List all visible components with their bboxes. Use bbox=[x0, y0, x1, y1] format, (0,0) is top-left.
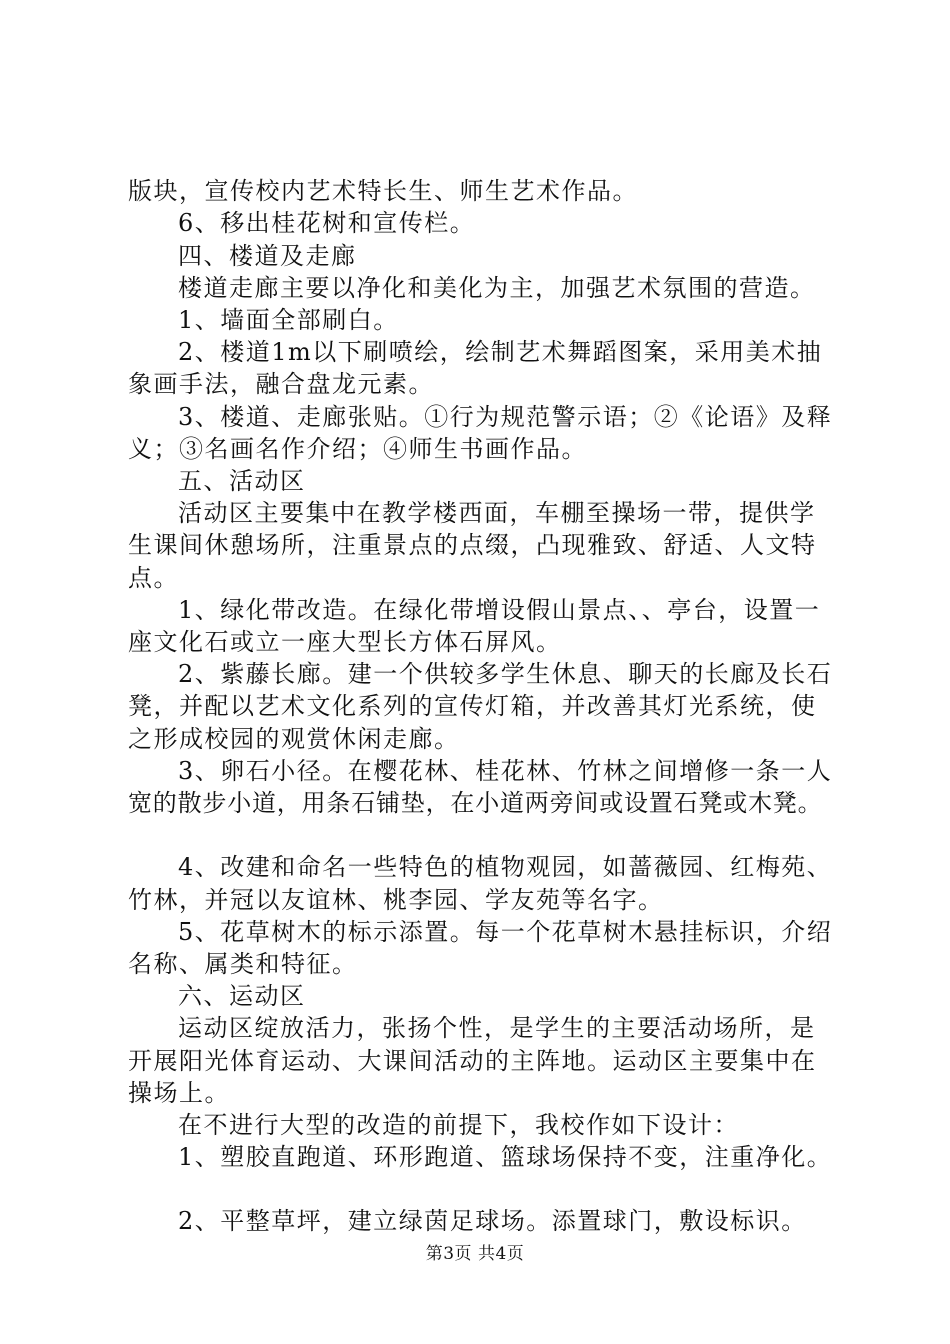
text-line: 运动区绽放活力，张扬个性，是学生的主要活动场所，是 bbox=[178, 1014, 816, 1042]
text-line: 凳，并配以艺术文化系列的宣传灯箱，并改善其灯光系统，使 bbox=[128, 692, 817, 720]
text-line: 1、墙面全部刷白。 bbox=[178, 306, 399, 334]
text-line: 1、绿化带改造。在绿化带增设假山景点、、亭台，设置一 bbox=[178, 596, 821, 624]
text-line: 之形成校园的观赏休闲走廊。 bbox=[128, 725, 460, 753]
text-line: 活动区主要集中在教学楼西面，车棚至操场一带，提供学 bbox=[178, 499, 816, 527]
section-heading: 五、活动区 bbox=[178, 467, 306, 495]
text-line: 竹林，并冠以友谊林、桃李园、学友苑等名字。 bbox=[128, 886, 664, 914]
text-line: 操场上。 bbox=[128, 1079, 230, 1107]
text-line: 点。 bbox=[128, 564, 179, 592]
text-line: 在不进行大型的改造的前提下，我校作如下设计： bbox=[178, 1111, 739, 1139]
text-line: 2、楼道1m以下刷喷绘，绘制艺术舞蹈图案，采用美术抽 bbox=[178, 338, 823, 366]
text-line: 名称、属类和特征。 bbox=[128, 950, 358, 978]
section-heading: 四、楼道及走廊 bbox=[178, 242, 357, 270]
text-line: 宽的散步小道，用条石铺垫，在小道两旁间或设置石凳或木凳。 bbox=[128, 789, 823, 817]
text-line: 义；③名画名作介绍；④师生书画作品。 bbox=[128, 435, 587, 463]
text-line: 2、平整草坪，建立绿茵足球场。添置球门，敷设标识。 bbox=[178, 1207, 807, 1235]
text-line: 3、楼道、走廊张贴。①行为规范警示语；②《论语》及释 bbox=[178, 403, 833, 431]
text-line: 开展阳光体育运动、大课间活动的主阵地。运动区主要集中在 bbox=[128, 1047, 817, 1075]
text-line: 2、紫藤长廊。建一个供较多学生休息、聊天的长廊及长石 bbox=[178, 660, 833, 688]
text-line: 1、塑胶直跑道、环形跑道、篮球场保持不变，注重净化。 bbox=[178, 1143, 833, 1171]
text-line: 象画手法，融合盘龙元素。 bbox=[128, 370, 434, 398]
text-line: 6、移出桂花树和宣传栏。 bbox=[178, 209, 476, 237]
text-line: 座文化石或立一座大型长方体石屏风。 bbox=[128, 628, 562, 656]
section-heading: 六、运动区 bbox=[178, 982, 306, 1010]
text-line: 生课间休憩场所，注重景点的点缀，凸现雅致、舒适、人文特 bbox=[128, 531, 817, 559]
text-line: 楼道走廊主要以净化和美化为主，加强艺术氛围的营造。 bbox=[178, 274, 816, 302]
text-line: 4、改建和命名一些特色的植物观园，如蔷薇园、红梅苑、 bbox=[178, 853, 833, 881]
page-number-footer: 第3页 共4页 bbox=[425, 1244, 525, 1264]
text-line: 3、卵石小径。在樱花林、桂花林、竹林之间增修一条一人 bbox=[178, 757, 833, 785]
text-line: 5、花草树木的标示添置。每一个花草树木悬挂标识，介绍 bbox=[178, 918, 833, 946]
text-line: 版块，宣传校内艺术特长生、师生艺术作品。 bbox=[128, 177, 638, 205]
